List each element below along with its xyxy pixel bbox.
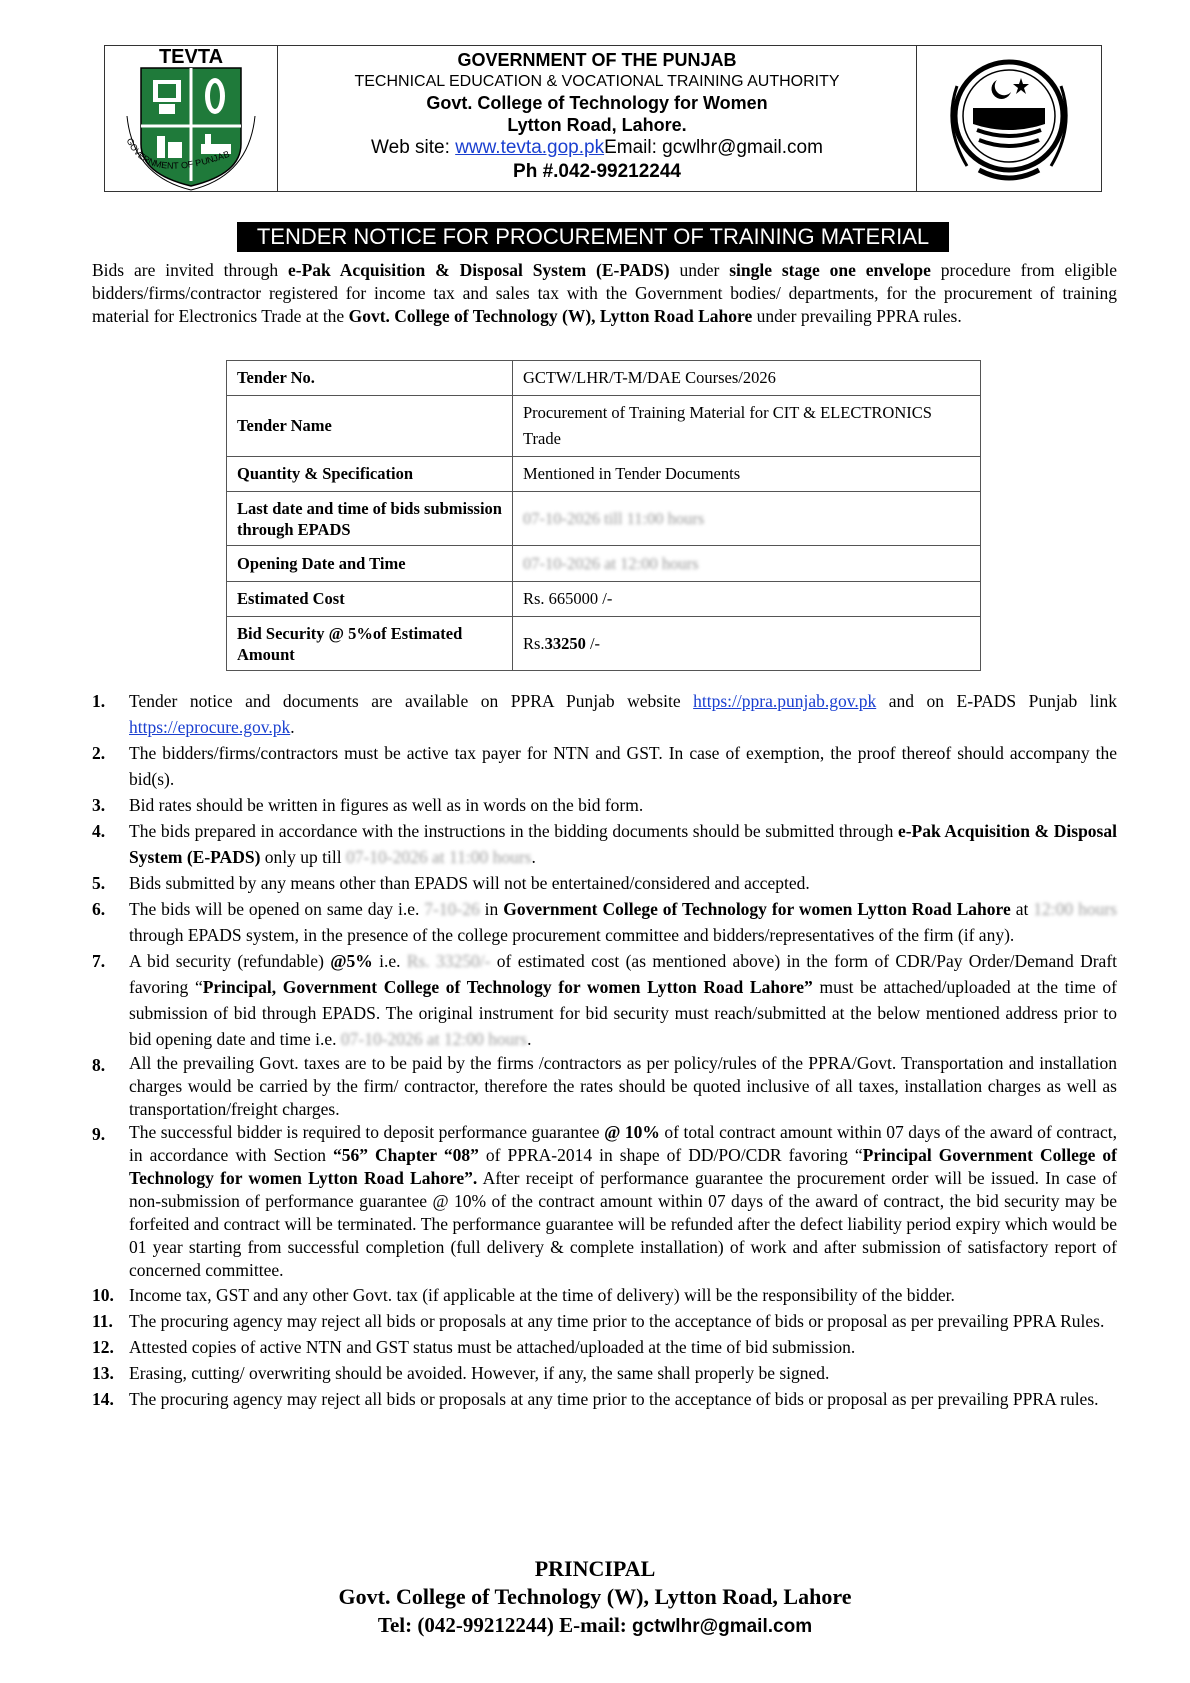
table-row: [227, 546, 981, 582]
table-row: [227, 361, 981, 396]
eprocure-link[interactable]: https://eprocure.gov.pk: [129, 717, 291, 737]
email-text: Email: gcwlhr@gmail.com: [604, 137, 823, 158]
punjab-emblem-icon: [917, 46, 1101, 191]
row-value: GCTW/LHR/T-M/DAE Courses/2026: [513, 361, 981, 396]
website-label: Web site:: [371, 137, 456, 158]
intro-paragraph: Bids are invited through e-Pak Acquisition & Disposal System (E-PADS) under single stage one envelope procedure from eligible bidders/firms/contractor registered for income tax and sales tax with the Government bodies/ departments, for the procurement of training material for Electronics Trade at the Govt. College of Technology (W), Lytton Road Lahore under prevailing PPRA rules.: [92, 260, 1117, 326]
list-item: 8. All the prevailing Govt. taxes are to be paid by the firms /contractors as per policy/rules of the PPRA/Govt. Transportation and installation charges would be carried by the firm/ contractor, therefore the rates should be quoted inclusive of all taxes, installation charges as well as transportation/freight charges.: [92, 1053, 1117, 1119]
list-item: 12. Attested copies of active NTN and GST status must be attached/uploaded at the time of bid submission.: [92, 1337, 856, 1357]
list-item: 13. Erasing, cutting/ overwriting should be avoided. However, if any, the same shall properly be signed.: [92, 1363, 830, 1383]
college-name: Govt. College of Technology for Women: [426, 93, 768, 113]
signatory-institution: Govt. College of Technology (W), Lytton Road, Lahore: [338, 1584, 852, 1609]
list-item: 3. Bid rates should be written in figures as well as in words on the bid form.: [92, 795, 644, 815]
list-item: 14. The procuring agency may reject all bids or proposals at any time prior to the acceptance of bids or proposal as per prevailing PPRA rules.: [92, 1389, 1099, 1409]
signatory-contact: Tel: (042-99212244) E-mail: gctwlhr@gmail.com: [377, 1613, 813, 1637]
row-label: Tender No.: [227, 361, 513, 396]
letterhead: [104, 45, 1102, 192]
list-item: 6. The bids will be opened on same day i.e. 7-10-26 in Government College of Technology for women Lytton Road Lahore at 12:00 hours through EPADS system, in the presence of the college procurement committee and bidders/representatives of the firm (if any).: [92, 899, 1117, 945]
college-address: Lytton Road, Lahore.: [507, 115, 687, 135]
signatory-title: PRINCIPAL: [534, 1556, 656, 1581]
tender-details-table: [226, 360, 981, 671]
row-value: Rs. 665000 /-: [513, 582, 981, 617]
table-row: [227, 617, 981, 671]
table-row: [227, 582, 981, 617]
row-label: Opening Date and Time: [227, 546, 513, 582]
tevta-logo: [105, 46, 278, 191]
row-label: Estimated Cost: [227, 582, 513, 617]
row-label: Tender Name: [227, 396, 513, 457]
tevta-logo-ring-text: GOVERNMENT OF PUNJAB: [124, 136, 231, 171]
list-item: 10. Income tax, GST and any other Govt. tax (if applicable at the time of delivery) will be the responsibility of the bidder.: [92, 1285, 955, 1305]
row-value: Procurement of Training Material for CIT & ELECTRONICS Trade: [513, 396, 981, 457]
phone-number: Ph #.042-99212244: [513, 161, 681, 182]
row-value: 07-10-2026 till 11:00 hours: [513, 492, 981, 546]
govt-title: GOVERNMENT OF THE PUNJAB: [457, 50, 737, 70]
footer-email: gctwlhr@gmail.com: [632, 1616, 813, 1637]
table-row: [227, 396, 981, 457]
row-label: Bid Security @ 5%of Estimated Amount: [227, 617, 513, 671]
row-label: Quantity & Specification: [227, 457, 513, 492]
signature-block: [0, 1555, 1190, 1641]
row-value: Rs.33250 /-: [513, 617, 981, 671]
list-item: 2. The bidders/firms/contractors must be active tax payer for NTN and GST. In case of exemption, the proof thereof should accompany the bid(s).: [92, 743, 1117, 789]
terms-list: [92, 688, 1117, 1412]
website-link[interactable]: www.tevta.gop.pk: [455, 137, 605, 158]
list-item: 9. The successful bidder is required to deposit performance guarantee @ 10% of total contract amount within 07 days of the award of contract, in accordance with Section “56” Chapter “08” of PPRA-2014 in shape of DD/PO/CDR favoring “Principal Government College of Technology for women Lytton Road Lahore”. After receipt of performance guarantee the procurement order will be issued. In case of non-submission of performance guarantee @ 10% of the contract amount within 07 days of the award of contract, the bid security may be forfeited and contract will be terminated. The performance guarantee will be refunded after the defect liability period expiry which would be 01 year starting from successful completion (full delivery & complete installation) of work and after submission of satisfactory report of concerned committee.: [92, 1122, 1118, 1280]
tevta-logo-icon: [105, 46, 277, 191]
list-item: 1. Tender notice and documents are available on PPRA Punjab website https://ppra.punjab.gov.pk and on E-PADS Punjab link https://eprocure.gov.pk.: [92, 691, 1117, 737]
row-value: Mentioned in Tender Documents: [513, 457, 981, 492]
letterhead-text: [278, 46, 916, 191]
list-item: 5. Bids submitted by any means other than EPADS will not be entertained/considered and accepted.: [92, 873, 810, 893]
list-item: 7. A bid security (refundable) @5% i.e. Rs. 33250/- of estimated cost (as mentioned above) in the form of CDR/Pay Order/Demand Draft favoring “Principal, Government College of Technology for women Lytton Road Lahore” must be attached/uploaded at the time of submission of bid through EPADS. The original instrument for bid security must reach/submitted at the below mentioned address prior to bid opening date and time i.e. 07-10-2026 at 12:00 hours.: [92, 951, 1118, 1049]
contact-line: [278, 136, 916, 160]
punjab-emblem: [916, 46, 1101, 191]
table-row: [227, 457, 981, 492]
row-label: Last date and time of bids submission through EPADS: [227, 492, 513, 546]
list-item: 11. The procuring agency may reject all bids or proposals at any time prior to the acceptance of bids or proposal as per prevailing PPRA Rules.: [92, 1311, 1105, 1331]
list-item: 4. The bids prepared in accordance with the instructions in the bidding documents should be submitted through e-Pak Acquisition & Disposal System (E-PADS) only up till 07-10-2026 at 11:00 hours.: [92, 821, 1117, 867]
ppra-link[interactable]: https://ppra.punjab.gov.pk: [693, 691, 877, 711]
tevta-logo-text: TEVTA: [158, 46, 224, 68]
row-value: 07-10-2026 at 12:00 hours: [513, 546, 981, 582]
authority-name: TECHNICAL EDUCATION & VOCATIONAL TRAINING AUTHORITY: [354, 73, 840, 90]
table-row: [227, 492, 981, 546]
notice-title: TENDER NOTICE FOR PROCUREMENT OF TRAINING MATERIAL: [237, 222, 949, 252]
